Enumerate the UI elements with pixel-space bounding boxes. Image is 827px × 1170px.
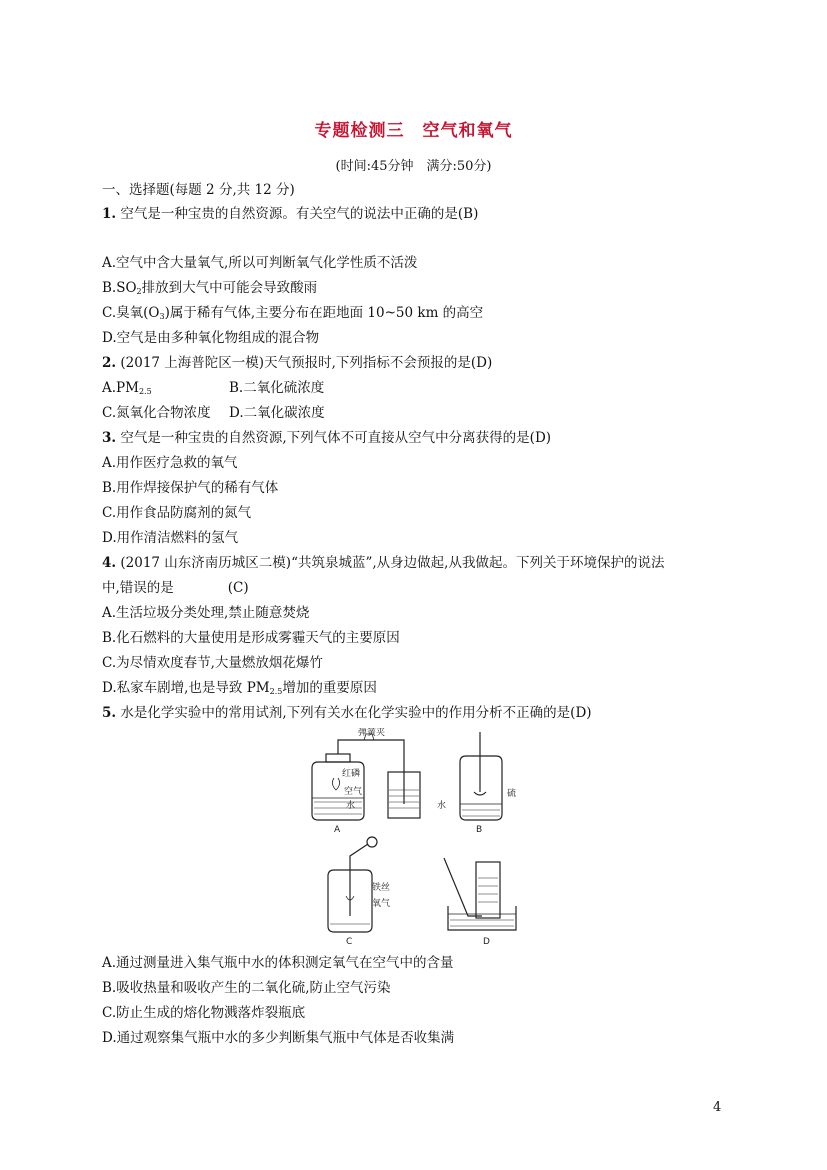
q3-option-a: A.用作医疗急救的氧气 (102, 455, 238, 471)
question-number: 1. (102, 206, 117, 222)
question-text: 空气是一种宝贵的自然资源。有关空气的说法中正确的是(B) (116, 206, 479, 222)
subscript: 2.5 (138, 387, 152, 396)
q1-option-c (102, 304, 483, 326)
question-number: 4. (102, 555, 117, 571)
option-text: )属于稀有气体,主要分布在距地面 10~50 km 的高空 (164, 305, 484, 321)
q4-option-c: C.为尽情欢度春节,大量燃放烟花爆竹 (102, 655, 323, 671)
question-3-stem (102, 429, 551, 447)
subscript: 3 (159, 312, 165, 321)
q1-option-b (102, 279, 317, 301)
q1-option-a: A.空气中含大量氧气,所以可判断氧气化学性质不活泼 (102, 255, 418, 271)
question-number: 2. (102, 355, 117, 371)
option-text: A.PM (102, 380, 139, 396)
q5-option-a: A.通过测量进入集气瓶中水的体积测定氧气在空气中的含量 (102, 955, 454, 971)
question-4-stem (102, 554, 664, 572)
q2-option-c: C.氮氧化合物浓度 (102, 405, 211, 421)
question-text: (2017 上海普陀区一模)天气预报时,下列指标不会预报的是(D) (116, 355, 493, 371)
label-sulfur: 硫 (507, 789, 517, 799)
q1-option-d: D.空气是由多种氧化物组成的混合物 (102, 330, 320, 346)
label-clamp: 弹簧夹 (358, 728, 386, 738)
question-number: 5. (102, 705, 117, 721)
apparatus-b (437, 732, 516, 835)
label-red-phosphorus: 红磷 (342, 769, 361, 779)
q3-option-d: D.用作清洁燃料的氢气 (102, 530, 239, 546)
question-2-stem (102, 354, 492, 372)
label-iron-wire: 铁丝 (372, 883, 391, 893)
label-water-a: 水 (346, 801, 356, 811)
label-oxygen: 氧气 (372, 899, 391, 909)
apparatus-c (328, 837, 390, 947)
question-number: 3. (102, 430, 117, 446)
q2-option-a (102, 379, 152, 401)
q3-option-c: C.用作食品防腐剂的氮气 (102, 505, 252, 521)
q4-option-a: A.生活垃圾分类处理,禁止随意焚烧 (102, 605, 310, 621)
label-b: B (476, 825, 483, 835)
option-text: C.臭氧(O (102, 305, 160, 321)
question-text: 水是化学实验中的常用试剂,下列有关水在化学实验中的作用分析不正确的是(D) (116, 705, 592, 721)
apparatus-a (312, 728, 420, 835)
option-text: B.SO (102, 280, 137, 296)
experiment-figure (300, 728, 550, 948)
q3-option-b: B.用作焊接保护气的稀有气体 (102, 480, 279, 496)
q5-option-c: C.防止生成的熔化物溅落炸裂瓶底 (102, 1005, 306, 1021)
q5-option-d: D.通过观察集气瓶中水的多少判断集气瓶中气体是否收集满 (102, 1030, 455, 1046)
label-d: D (483, 937, 490, 947)
label-a: A (334, 825, 341, 835)
page-title: 专题检测三 空气和氧气 (314, 121, 513, 141)
experiment-diagram (300, 728, 550, 948)
apparatus-d (444, 858, 516, 947)
q5-option-b: B.吸收热量和吸收产生的二氧化硫,防止空气污染 (102, 980, 391, 996)
label-air: 空气 (344, 787, 363, 797)
option-text: 排放到大气中可能会导致酸雨 (141, 280, 318, 296)
q2-option-d: D.二氧化碳浓度 (229, 405, 325, 421)
question-5-stem (102, 704, 592, 722)
exam-meta: (时间:45分钟 满分:50分) (335, 159, 492, 174)
label-c: C (346, 937, 353, 947)
question-text: 空气是一种宝贵的自然资源,下列气体不可直接从空气中分离获得的是(D) (116, 430, 552, 446)
label-water-b: 水 (437, 801, 447, 811)
subscript: 2.5 (269, 687, 283, 696)
question-4-stem-cont: 中,错误的是 (C) (102, 580, 249, 596)
option-text: D.私家车剧增,也是导致 PM (102, 680, 270, 696)
q2-option-b: B.二氧化硫浓度 (229, 380, 325, 396)
question-text: (2017 山东济南历城区二模)“共筑泉城蓝”,从身边做起,从我做起。下列关于环境保护的说法 (116, 555, 665, 571)
question-1-stem (102, 205, 478, 223)
subscript: 2 (136, 287, 142, 296)
q4-option-d (102, 679, 377, 701)
page-number: 4 (713, 1100, 722, 1115)
section-heading: 一、选择题(每题 2 分,共 12 分) (102, 182, 295, 198)
q4-option-b: B.化石燃料的大量使用是形成雾霾天气的主要原因 (102, 630, 400, 646)
option-text: 增加的重要原因 (282, 680, 377, 696)
